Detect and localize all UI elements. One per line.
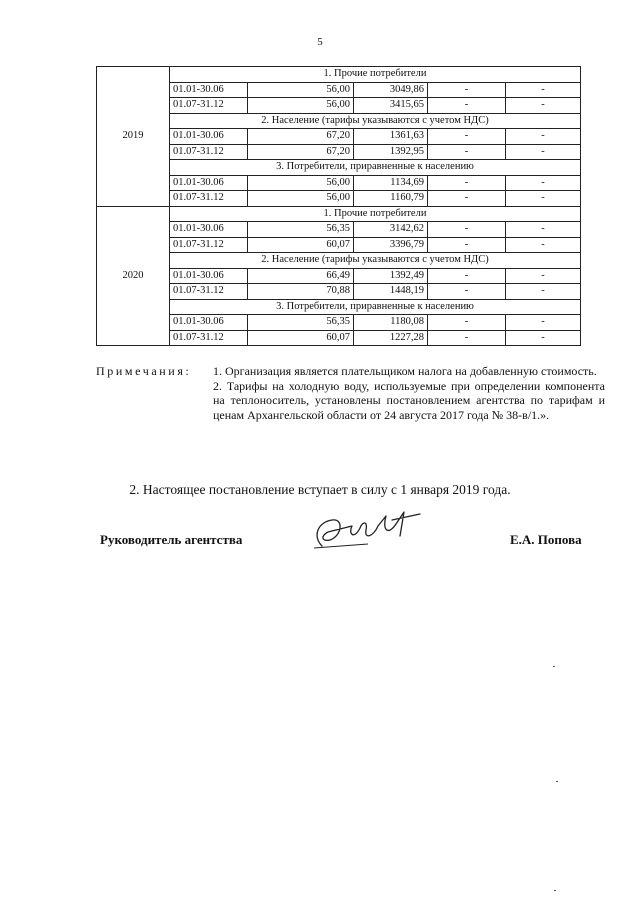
table-row: [97, 315, 581, 331]
value-cell: 56,35: [248, 222, 354, 238]
handwritten-signature: [308, 506, 424, 554]
value-cell: 60,07: [248, 237, 354, 253]
note-item: 1. Организация является плательщиком налога на добавленную стоимость.: [213, 364, 597, 378]
year-cell: 2020: [97, 206, 170, 346]
empty-value-cell: -: [428, 82, 506, 98]
empty-value-cell: -: [506, 268, 581, 284]
table-row: [97, 330, 581, 346]
decree-text: 2. Настоящее постановление вступает в силу с 1 января 2019 года.: [129, 482, 511, 497]
empty-value-cell: -: [506, 144, 581, 160]
value-cell: 66,49: [248, 268, 354, 284]
empty-value-cell: -: [428, 175, 506, 191]
value-cell: 3415,65: [354, 98, 428, 114]
table-row: [97, 82, 581, 98]
group-header-row: [97, 253, 581, 269]
value-cell: 56,35: [248, 315, 354, 331]
page-number: 5: [317, 36, 323, 48]
value-cell: 67,20: [248, 144, 354, 160]
period-cell: 01.07-31.12: [170, 144, 248, 160]
period-cell: 01.01-30.06: [170, 175, 248, 191]
group-title: 3. Потребители, приравненные к населению: [170, 299, 581, 315]
period-cell: 01.07-31.12: [170, 191, 248, 207]
empty-value-cell: -: [428, 191, 506, 207]
value-cell: 3396,79: [354, 237, 428, 253]
table-row: [97, 98, 581, 114]
empty-value-cell: -: [506, 237, 581, 253]
period-cell: 01.07-31.12: [170, 98, 248, 114]
period-cell: 01.07-31.12: [170, 330, 248, 346]
table-row: [97, 284, 581, 300]
group-header-row: [97, 113, 581, 129]
value-cell: 1160,79: [354, 191, 428, 207]
group-title: 1. Прочие потребители: [170, 67, 581, 83]
notes-label: Примечания:: [96, 364, 192, 378]
value-cell: 67,20: [248, 129, 354, 145]
group-title: 1. Прочие потребители: [170, 206, 581, 222]
value-cell: 56,00: [248, 175, 354, 191]
note-item: 2. Тарифы на холодную воду, используемые при определении компонента на теплоноситель, установлены постановлением агентства по тарифам и ценам Архангельской области от 24 августа 2017 года № 38-в/1.».: [213, 378, 605, 422]
value-cell: 3049,86: [354, 82, 428, 98]
table-row: [97, 129, 581, 145]
group-header-row: [97, 67, 581, 83]
table-row: [97, 222, 581, 238]
empty-value-cell: -: [428, 237, 506, 253]
empty-value-cell: -: [428, 144, 506, 160]
signatory-name: Е.А. Попова: [510, 532, 582, 547]
group-header-row: [97, 206, 581, 222]
empty-value-cell: -: [506, 191, 581, 207]
year-cell: 2019: [97, 67, 170, 207]
empty-value-cell: -: [506, 284, 581, 300]
group-title: 2. Население (тарифы указываются с учетом НДС): [170, 113, 581, 129]
empty-value-cell: -: [506, 330, 581, 346]
table-row: [97, 237, 581, 253]
value-cell: 56,00: [248, 98, 354, 114]
period-cell: 01.01-30.06: [170, 82, 248, 98]
empty-value-cell: -: [428, 315, 506, 331]
table-row: [97, 175, 581, 191]
period-cell: 01.01-30.06: [170, 129, 248, 145]
period-cell: 01.07-31.12: [170, 284, 248, 300]
table-row: [97, 144, 581, 160]
group-header-row: [97, 160, 581, 176]
empty-value-cell: -: [428, 268, 506, 284]
value-cell: 56,00: [248, 82, 354, 98]
value-cell: 1392,95: [354, 144, 428, 160]
table-row: [97, 268, 581, 284]
empty-value-cell: -: [506, 315, 581, 331]
value-cell: 1361,63: [354, 129, 428, 145]
group-title: 2. Население (тарифы указываются с учетом НДС): [170, 253, 581, 269]
empty-value-cell: -: [506, 222, 581, 238]
period-cell: 01.07-31.12: [170, 237, 248, 253]
signatory-role: Руководитель агентства: [100, 532, 243, 547]
empty-value-cell: -: [428, 98, 506, 114]
empty-value-cell: -: [506, 82, 581, 98]
value-cell: 60,07: [248, 330, 354, 346]
value-cell: 70,88: [248, 284, 354, 300]
empty-value-cell: -: [506, 98, 581, 114]
group-title: 3. Потребители, приравненные к населению: [170, 160, 581, 176]
empty-value-cell: -: [506, 129, 581, 145]
period-cell: 01.01-30.06: [170, 268, 248, 284]
period-cell: 01.01-30.06: [170, 315, 248, 331]
empty-value-cell: -: [428, 222, 506, 238]
value-cell: 56,00: [248, 191, 354, 207]
value-cell: 1227,28: [354, 330, 428, 346]
period-cell: 01.01-30.06: [170, 222, 248, 238]
empty-value-cell: -: [428, 330, 506, 346]
value-cell: 1448,19: [354, 284, 428, 300]
value-cell: 3142,62: [354, 222, 428, 238]
group-header-row: [97, 299, 581, 315]
value-cell: 1180,08: [354, 315, 428, 331]
value-cell: 1134,69: [354, 175, 428, 191]
empty-value-cell: -: [428, 284, 506, 300]
empty-value-cell: -: [506, 175, 581, 191]
empty-value-cell: -: [428, 129, 506, 145]
notes-body: [213, 364, 605, 422]
tariff-table: [96, 66, 581, 346]
table-row: [97, 191, 581, 207]
value-cell: 1392,49: [354, 268, 428, 284]
